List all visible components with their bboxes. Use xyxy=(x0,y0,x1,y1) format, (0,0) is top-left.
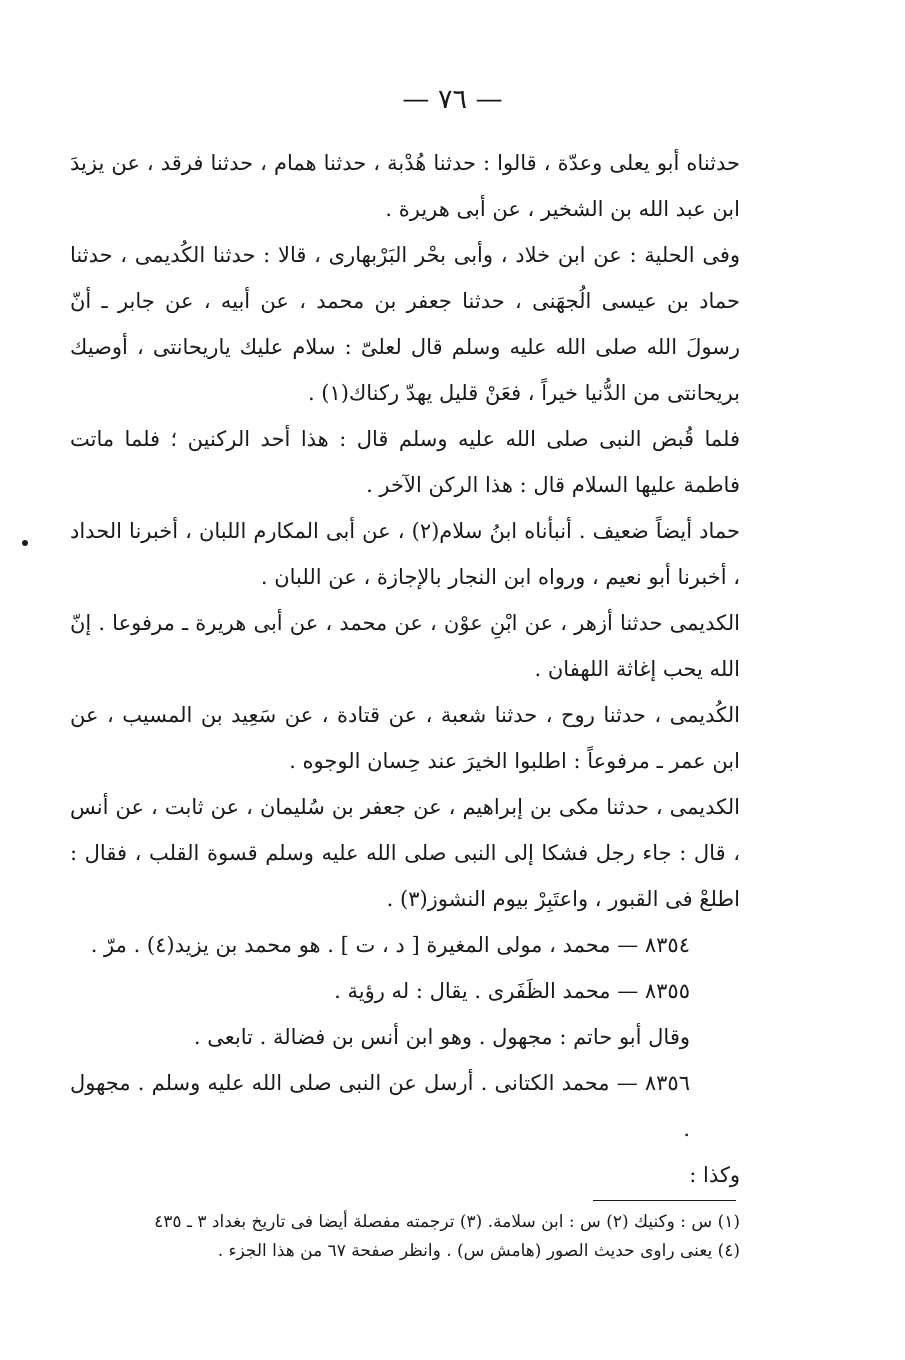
entry: ٨٣٥٦ — محمد الكتانى . أرسل عن النبى صلى الله عليه وسلم . مجهول . xyxy=(70,1071,690,1141)
footnote: (١) س : وكنيك (٢) س : ابن سلامة. (٣) ترجمته مفصلة أيضا فى تاريخ بغداد ٣ ـ ٤٣٥ xyxy=(154,1212,740,1232)
main-text xyxy=(70,140,740,1198)
footnote: (٤) يعنى راوى حديث الصور (هامش س) . وانظر صفحة ٦٧ من هذا الجزء . xyxy=(217,1241,740,1261)
paragraph: حماد أيضاً ضعيف . أنبأناه ابنُ سلام(٢) ، عن أبى المكارم اللبان ، أخبرنا الحداد ، أخبرنا أبو نعيم ، ورواه ابن النجار بالإجازة ، عن اللبان . xyxy=(70,519,741,589)
margin-mark xyxy=(22,540,28,546)
paragraph: وفى الحلية : عن ابن خلاد ، وأبى بحْر البَرْبهارى ، قالا : حدثنا الكُديمى ، حدثنا حماد بن عيسى الُجهَنى ، حدثنا جعفر بن محمد ، عن أبيه ، عن جابر ـ أنّ رسولَ الله صلى الله عليه وسلم قال لعلىّ : سلام عليك ياريحانتى ، أوصيك بريحانتى من الدُّنيا خيراً ، فعَنْ قليل يهدّ ركناك(١) . xyxy=(70,243,740,405)
paragraph: الكُديمى ، حدثنا روح ، حدثنا شعبة ، عن قتادة ، عن سَعِيد بن المسيب ، عن ابن عمر ـ مرفوعاً : اطلبوا الخيرَ عند حِسان الوجوه . xyxy=(70,703,740,773)
paragraph: الكديمى ، حدثنا مكى بن إبراهيم ، عن جعفر بن سُليمان ، عن ثابت ، عن أنس ، قال : جاء رجل فشكا إلى النبى صلى الله عليه وسلم قسوة القلب ، فقال : اطلعْ فى القبور ، واعتَبِرْ بيوم النشوز(٣) . xyxy=(70,795,740,911)
page-number: — ٧٦ — xyxy=(402,84,503,115)
entry: ٨٣٥٥ — محمد الظَفَرى . يقال : له رؤية . xyxy=(334,979,690,1003)
paragraph: حدثناه أبو يعلى وعدّة ، قالوا : حدثنا هُدْبة ، حدثنا همام ، حدثنا فرقد ، عن يزيدَ ابن عبد الله بن الشخير ، عن أبى هريرة . xyxy=(70,151,740,221)
paragraph: الكديمى حدثنا أزهر ، عن ابْنِ عوْن ، عن محمد ، عن أبى هريرة ـ مرفوعا . إنّ الله يحب إغاثة اللهفان . xyxy=(70,611,740,681)
paragraph: فلما قُبض النبى صلى الله عليه وسلم قال : هذا أحد الركنين ؛ فلما ماتت فاطمة عليها السلام قال : هذا الركن الآخر . xyxy=(70,427,740,497)
entry-note: وقال أبو حاتم : مجهول . وهو ابن أنس بن فضالة . تابعى . xyxy=(193,1025,690,1049)
entry-continuation: وكذا : xyxy=(689,1163,740,1187)
footnotes xyxy=(70,1208,740,1266)
entry: ٨٣٥٤ — محمد ، مولى المغيرة [ د ، ت ] . هو محمد بن يزيد(٤) . مرّ . xyxy=(90,933,690,957)
footnote-divider xyxy=(593,1200,736,1201)
